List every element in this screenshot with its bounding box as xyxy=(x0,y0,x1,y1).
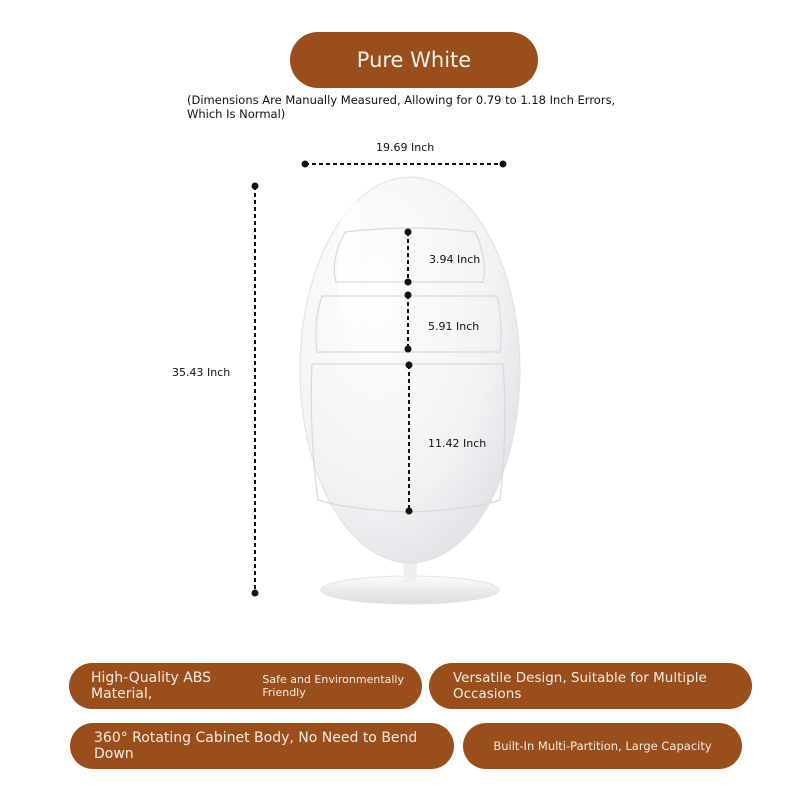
feature-rotating xyxy=(70,723,454,769)
feature-rotating-text: 360° Rotating Cabinet Body, No Need to Bend Down xyxy=(94,730,418,762)
drawer-bottom-label: 11.42 Inch xyxy=(428,437,487,450)
height-label: 35.43 Inch xyxy=(172,366,231,379)
feature-material xyxy=(69,663,422,709)
width-label: 19.69 Inch xyxy=(376,141,435,154)
width-dimension-line xyxy=(302,161,507,168)
feature-versatile xyxy=(429,663,752,709)
title-text: Pure White xyxy=(356,48,472,72)
feature-partition xyxy=(463,723,742,769)
feature-versatile-text: Versatile Design, Suitable for Multiple Occasions xyxy=(453,670,707,702)
feature-partition-text: Built-In Multi-Partition, Large Capacity xyxy=(493,739,712,753)
measurement-note: (Dimensions Are Manually Measured, Allowing for 0.79 to 1.18 Inch Errors, Which Is Normal) xyxy=(187,93,616,121)
drawer-middle-label: 5.91 Inch xyxy=(428,320,480,333)
feature-material-main: High-Quality ABS Material, xyxy=(91,670,212,702)
height-dimension-line xyxy=(252,183,259,597)
feature-material-sub: Safe and Environmentally Friendly xyxy=(262,673,404,699)
drawer-top-label: 3.94 Inch xyxy=(429,253,481,266)
